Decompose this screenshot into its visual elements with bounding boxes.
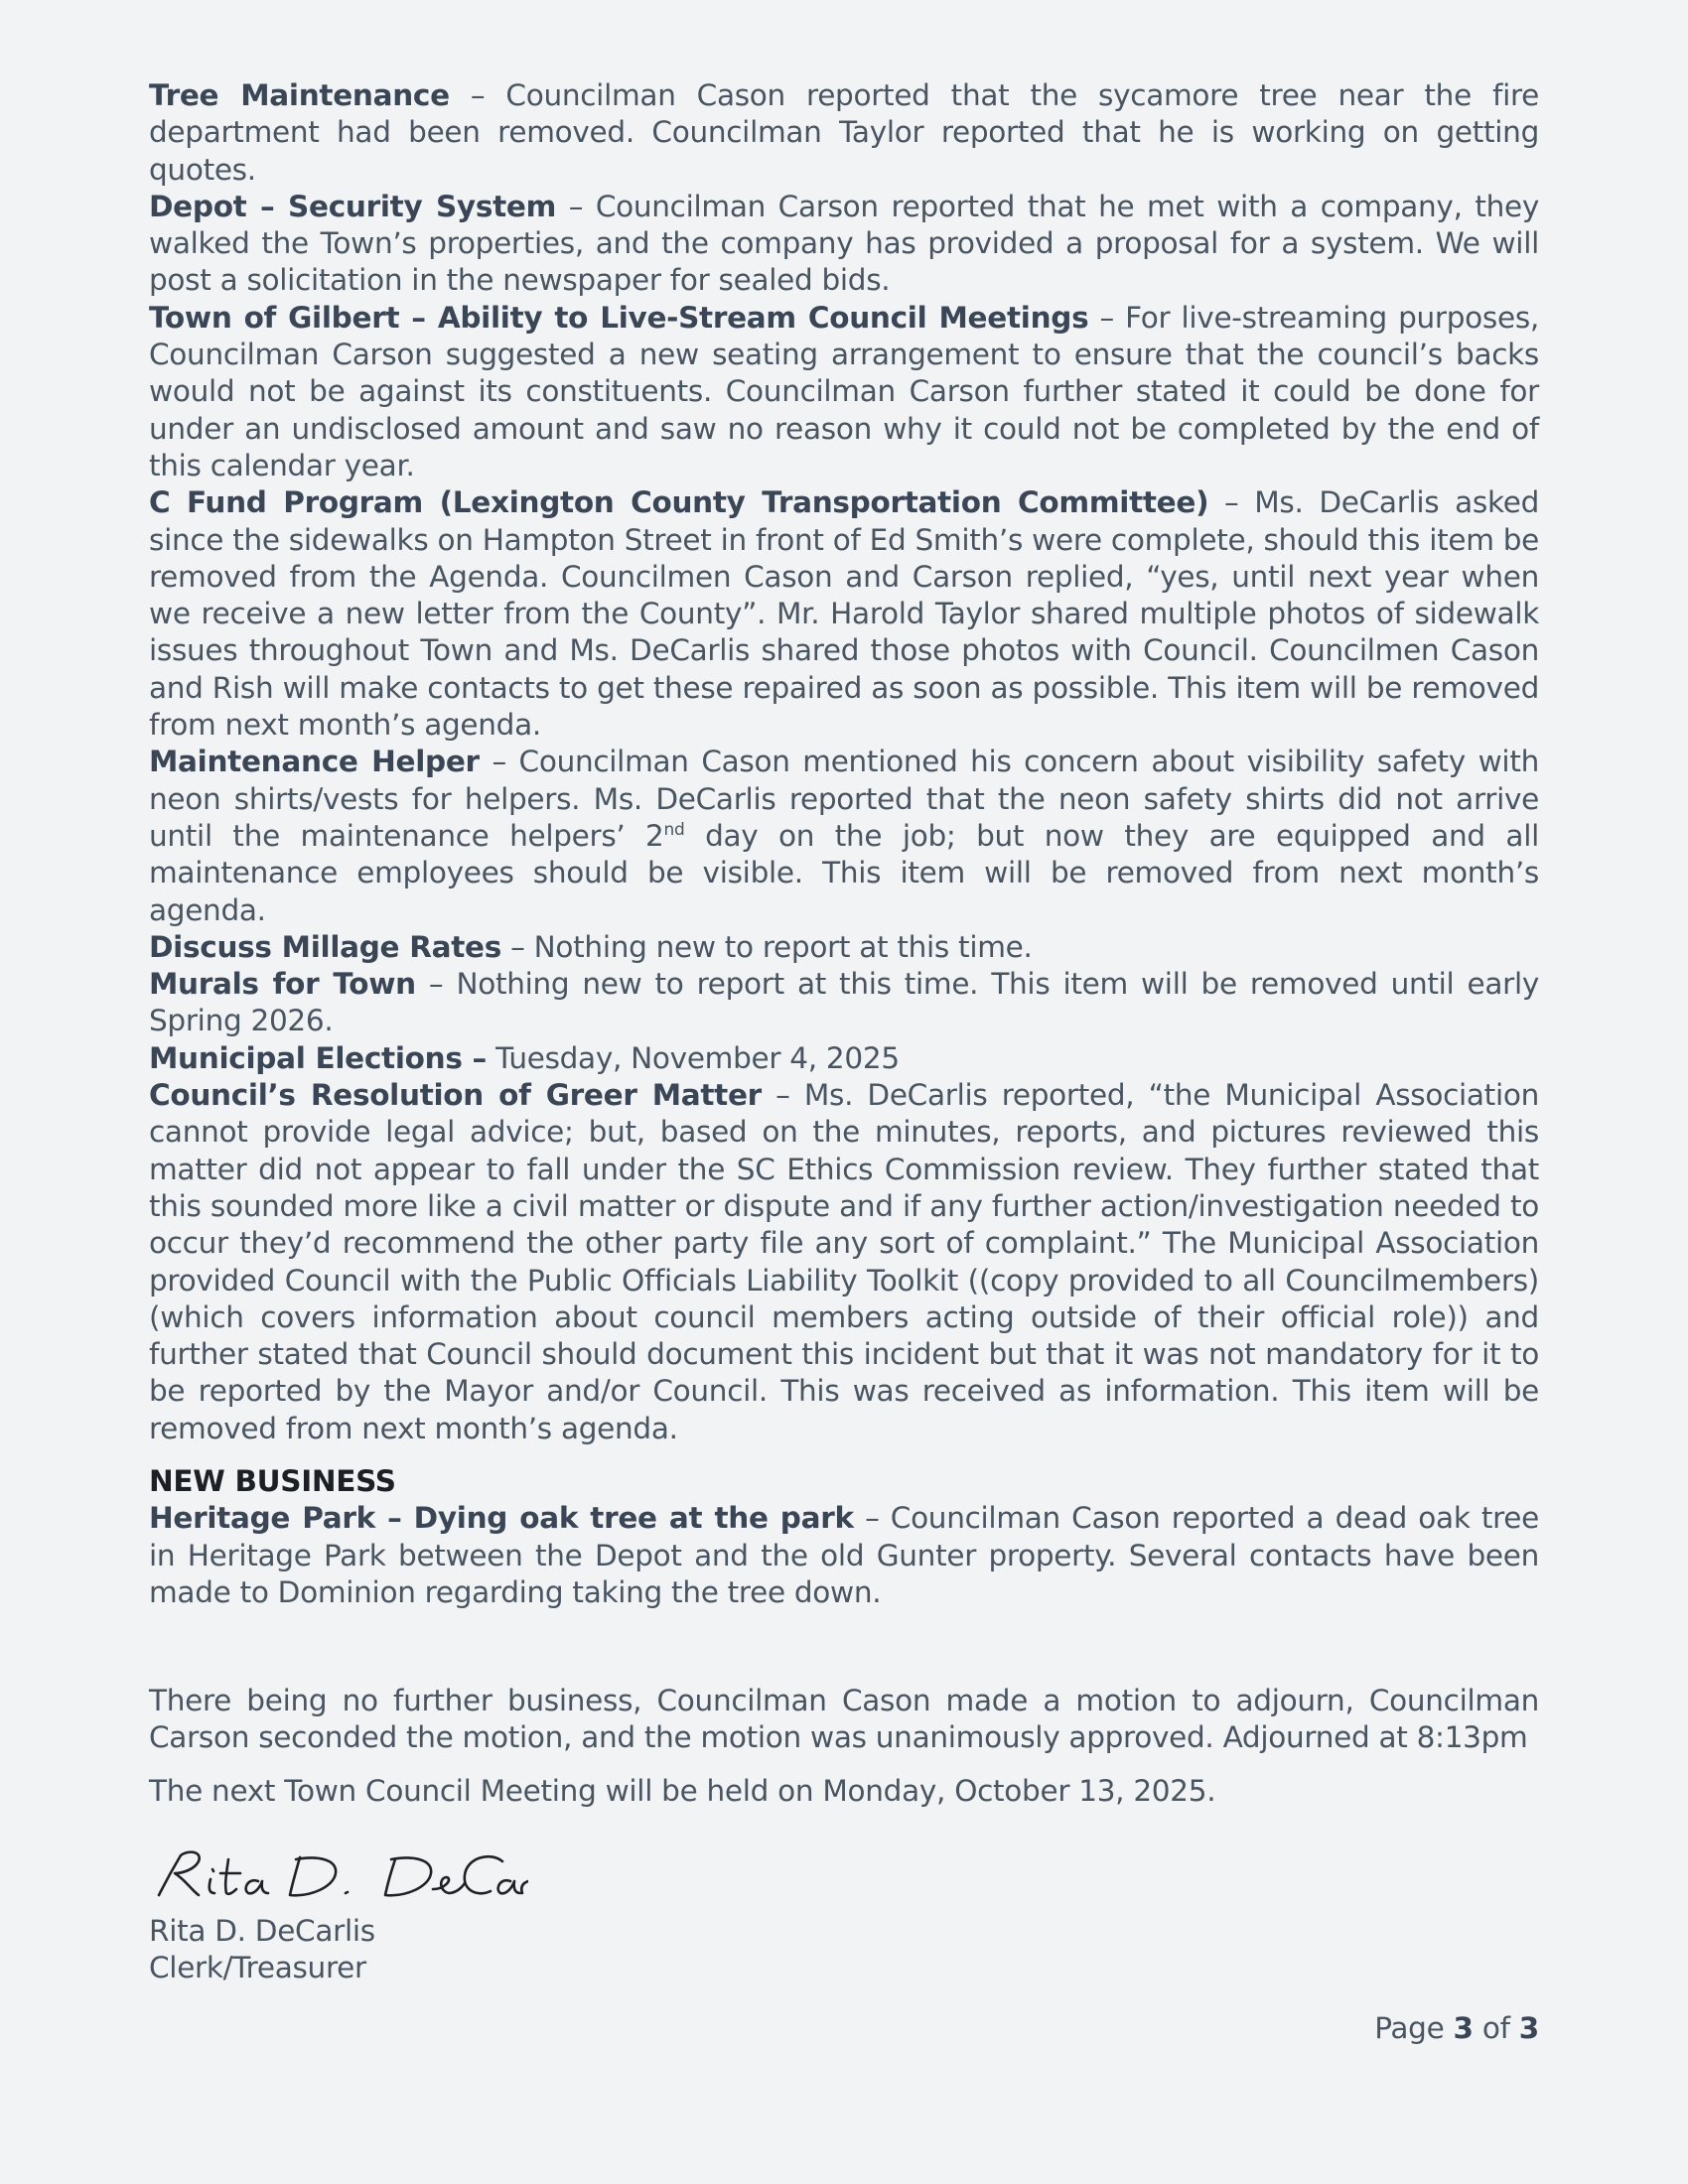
ordinal-suffix: nd (663, 820, 685, 841)
item-greer-matter: Council’s Resolution of Greer Matter – Ms. DeCarlis reported, “the Municipal Association cannot provide legal advice; but, based on the minutes, reports, and pictures reviewed this matter did not appear to fall under the SC Ethics Commission review. They further stated that this sounded more like a civil matter or dispute and if any further action/investigation needed to occur they’d recommend the other party file any sort of complaint.” The Municipal Association provided Council with the Public Officials Liability Toolkit ((copy provided to all Councilmembers) (which covers information about council members acting outside of their official role)) and further stated that Council should document this incident but that it was not mandatory for it to be reported by the Mayor and/or Council. This was received as information. This item will be removed from next month’s agenda. (149, 1078, 1539, 1445)
item-millage-rates: Discuss Millage Rates – Nothing new to report at this time. (149, 929, 1033, 964)
item-body: Tuesday, November 4, 2025 (495, 1040, 900, 1075)
item-body: Nothing new to report at this time. This item will be removed until early Spring 2026. (149, 967, 1539, 1038)
page-number: Page 3 of 3 (1374, 2011, 1539, 2045)
item-municipal-elections (149, 1040, 1539, 1077)
adjournment-paragraph: There being no further business, Councilman Cason made a motion to adjourn, Councilman Carson seconded the motion, and the motion was unanimously approved. Adjourned at 8:13pm (149, 1684, 1539, 1755)
item-body: Councilman Cason mentioned his concern about visibility safety with neon shirts/vests for helpers. Ms. DeCarlis reported that the neon safety shirts did not arrive until the maintenance helpers’ 2 (149, 745, 1539, 853)
total-pages: 3 (1518, 2011, 1539, 2045)
item-maintenance-helper: Maintenance Helper – Councilman Cason mentioned his concern about visibility safety with neon shirts/vests for helpers. Ms. DeCarlis reported that the neon safety shirts did not arrive until the maintenance helpers’ 2nd day on the job; but now they are equipped and all maintenance employees should be visible. This item will be removed from next month’s agenda. (149, 745, 1539, 927)
item-heading: Municipal Elections – (149, 1040, 487, 1075)
item-body-cont: day on the job; but now they are equipped and all maintenance employees should be visible. This item will be removed from next month’s agenda. (149, 818, 1539, 927)
current-page: 3 (1453, 2011, 1474, 2045)
item-heading: Discuss Millage Rates (149, 929, 502, 964)
item-body: For live-streaming purposes, Councilman Carson suggested a new seating arrangement to ensure that the council’s backs would not be against its constituents. Councilman Carson further stated it could be done for under an undisclosed amount and saw no reason why it could not be completed by the end of this calendar year. (149, 300, 1539, 482)
item-heading: Heritage Park – Dying oak tree at the park (149, 1501, 854, 1536)
item-heading: Tree Maintenance (149, 78, 450, 112)
item-body: Councilman Cason reported a dead oak tree in Heritage Park between the Depot and the old Gunter property. Several contacts have been made to Dominion regarding taking the tree down. (149, 1501, 1540, 1609)
next-meeting-paragraph: The next Town Council Meeting will be held on Monday, October 13, 2025. (149, 1773, 1216, 1808)
signatory-name: Rita D. DeCarlis (149, 1914, 375, 1949)
spacer (149, 1611, 1539, 1683)
item-heritage-park: Heritage Park – Dying oak tree at the park – Councilman Cason reported a dead oak tree in Heritage Park between the Depot and the old Gunter property. Several contacts have been made to Dominion regarding taking the tree down. (149, 1501, 1540, 1609)
item-live-stream: Town of Gilbert – Ability to Live-Stream Council Meetings – For live-streaming purposes, Councilman Carson suggested a new seating arrangement to ensure that the council’s backs would not be against its constituents. Councilman Carson further stated it could be done for under an undisclosed amount and saw no reason why it could not be completed by the end of this calendar year. (149, 300, 1539, 482)
item-depot-security: Depot – Security System – Councilman Carson reported that he met with a company, they walked the Town’s properties, and the company has provided a proposal for a system. We will post a solicitation in the newspaper for sealed bids. (149, 189, 1539, 298)
item-murals: Murals for Town – Nothing new to report at this time. This item will be removed until early Spring 2026. (149, 967, 1539, 1038)
item-heading: Town of Gilbert – Ability to Live-Stream Council Meetings (149, 300, 1089, 335)
item-heading: Council’s Resolution of Greer Matter (149, 1078, 762, 1113)
item-heading: Depot – Security System (149, 189, 557, 223)
item-heading: Murals for Town (149, 967, 416, 1002)
item-heading: Maintenance Helper (149, 745, 480, 779)
item-body: Ms. DeCarlis reported, “the Municipal Association cannot provide legal advice; but, based on the minutes, reports, and pictures reviewed this matter did not appear to fall under the SC Ethics Commission review. They further stated that this sounded more like a civil matter or dispute and if any further action/investigation needed to occur they’d recommend the other party file any sort of complaint.” The Municipal Association provided Council with the Public Officials Liability Toolkit ((copy provided to all Councilmembers) (which covers information about council members acting outside of their official role)) and further stated that Council should document this incident but that it was not mandatory for it to be reported by the Mayor and/or Council. This was received as information. This item will be removed from next month’s agenda. (149, 1078, 1539, 1445)
item-body: Councilman Cason reported that the sycamore tree near the fire department had been removed. Councilman Taylor reported that he is working on getting quotes. (149, 78, 1540, 187)
item-heading: C Fund Program (Lexington County Transportation Committee) (149, 485, 1209, 520)
item-body: Ms. DeCarlis asked since the sidewalks on Hampton Street in front of Ed Smith’s were complete, should this item be removed from the Agenda. Councilmen Cason and Carson replied, “yes, until next year when we receive a new letter from the County”. Mr. Harold Taylor shared multiple photos of sidewalk issues throughout Town and Ms. DeCarlis shared those photos with Council. Councilmen Cason and Rish will make contacts to get these repaired as soon as possible. This item will be removed from next month’s agenda. (149, 485, 1540, 743)
new-business-heading: NEW BUSINESS (149, 1463, 396, 1498)
item-body: Nothing new to report at this time. (533, 929, 1033, 964)
item-tree-maintenance: Tree Maintenance – Councilman Cason reported that the sycamore tree near the fire department had been removed. Councilman Taylor reported that he is working on getting quotes. (149, 78, 1540, 187)
item-c-fund: C Fund Program (Lexington County Transportation Committee) – Ms. DeCarlis asked since the sidewalks on Hampton Street in front of Ed Smith’s were complete, should this item be removed from the Agenda. Councilmen Cason and Carson replied, “yes, until next year when we receive a new letter from the County”. Mr. Harold Taylor shared multiple photos of sidewalk issues throughout Town and Ms. DeCarlis shared those photos with Council. Councilmen Cason and Rish will make contacts to get these repaired as soon as possible. This item will be removed from next month’s agenda. (149, 485, 1540, 743)
handwritten-signature (151, 1845, 528, 1909)
minutes-page (149, 77, 1539, 1986)
item-body: Councilman Carson reported that he met with a company, they walked the Town’s properties, and the company has provided a proposal for a system. We will post a solicitation in the newspaper for sealed bids. (149, 189, 1539, 298)
signatory-title: Clerk/Treasurer (149, 1951, 366, 1985)
